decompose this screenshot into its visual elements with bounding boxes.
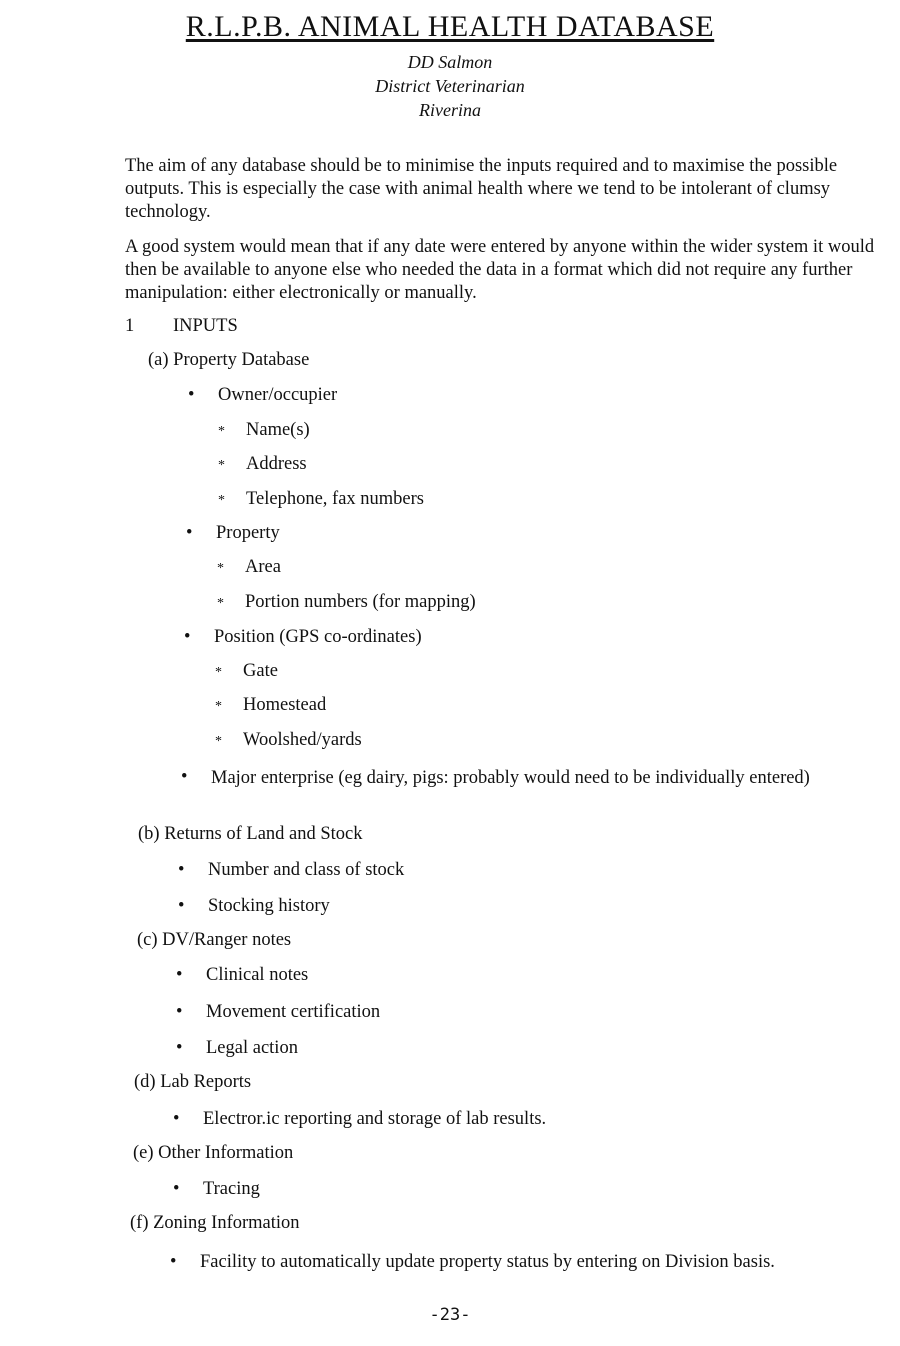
list-item: • Electror.ic reporting and storage of lab results. bbox=[173, 1109, 547, 1129]
list-item: • Legal action bbox=[176, 1038, 298, 1058]
asterisk-icon: * bbox=[215, 734, 222, 749]
author-position: District Veterinarian bbox=[375, 76, 525, 96]
bullet-icon: • bbox=[178, 860, 185, 880]
bullet-icon: • bbox=[170, 1252, 177, 1272]
bullet-icon: • bbox=[173, 1109, 180, 1129]
list-item: • Tracing bbox=[173, 1179, 260, 1199]
list-item: • Property bbox=[186, 523, 280, 543]
bullet-icon: • bbox=[184, 627, 191, 647]
list-item: • Movement certification bbox=[176, 1002, 381, 1022]
asterisk-icon: * bbox=[215, 665, 222, 680]
list-item: • Facility to automatically update property status by entering on Division basis. bbox=[170, 1252, 775, 1272]
subsection-e-label: (e) Other Information bbox=[133, 1143, 294, 1163]
list-item: • Clinical notes bbox=[176, 965, 309, 985]
list-subitem: * Gate bbox=[215, 661, 278, 681]
system-paragraph: A good system would mean that if any date were entered by anyone within the wider system it would then be available to anyone else who needed the data in a format which did not require any further manipulation: either electronically or manually. bbox=[125, 237, 875, 303]
bullet-icon: • bbox=[188, 385, 195, 405]
author-name: DD Salmon bbox=[407, 52, 493, 72]
list-item: • Number and class of stock bbox=[178, 860, 405, 880]
asterisk-icon: * bbox=[217, 596, 224, 611]
subsection-c-label: (c) DV/Ranger notes bbox=[137, 930, 292, 950]
asterisk-icon: * bbox=[215, 699, 222, 714]
intro-paragraph: The aim of any database should be to minimise the inputs required and to maximise the possible outputs. This is especially the case with animal health where we tend to be intolerant of clumsy technology. bbox=[125, 156, 838, 222]
list-item: • Stocking history bbox=[178, 896, 330, 916]
asterisk-icon: * bbox=[217, 561, 224, 576]
bullet-icon: • bbox=[181, 767, 188, 787]
list-item: • Major enterprise (eg dairy, pigs: probably would need to be individually entered) bbox=[181, 767, 810, 788]
list-item: • Owner/occupier bbox=[188, 385, 338, 405]
subsection-f-label: (f) Zoning Information bbox=[130, 1213, 300, 1233]
list-subitem: * Portion numbers (for mapping) bbox=[217, 592, 476, 612]
bullet-icon: • bbox=[178, 896, 185, 916]
asterisk-icon: * bbox=[218, 458, 225, 473]
list-subitem: * Homestead bbox=[215, 695, 327, 715]
bullet-icon: • bbox=[176, 1002, 183, 1022]
list-subitem: * Address bbox=[218, 454, 307, 474]
subsection-b-label: (b) Returns of Land and Stock bbox=[138, 824, 363, 844]
section-title: INPUTS bbox=[173, 316, 238, 336]
bullet-icon: • bbox=[176, 965, 183, 985]
subsection-a-label: (a) Property Database bbox=[148, 350, 310, 370]
list-subitem: * Telephone, fax numbers bbox=[218, 489, 424, 509]
bullet-icon: • bbox=[186, 523, 193, 543]
list-subitem: * Woolshed/yards bbox=[215, 730, 362, 750]
section-heading bbox=[125, 316, 238, 337]
section-number: 1 bbox=[125, 316, 135, 336]
page-number: -23- bbox=[429, 1305, 471, 1325]
author-region: Riverina bbox=[419, 100, 481, 120]
list-subitem: * Area bbox=[217, 557, 281, 577]
asterisk-icon: * bbox=[218, 424, 225, 439]
asterisk-icon: * bbox=[218, 493, 225, 508]
document-title: R.L.P.B. ANIMAL HEALTH DATABASE bbox=[185, 10, 715, 43]
bullet-icon: • bbox=[173, 1179, 180, 1199]
list-item: • Position (GPS co-ordinates) bbox=[184, 627, 422, 647]
subsection-d-label: (d) Lab Reports bbox=[134, 1072, 252, 1092]
bullet-icon: • bbox=[176, 1038, 183, 1058]
list-subitem: * Name(s) bbox=[218, 420, 310, 440]
